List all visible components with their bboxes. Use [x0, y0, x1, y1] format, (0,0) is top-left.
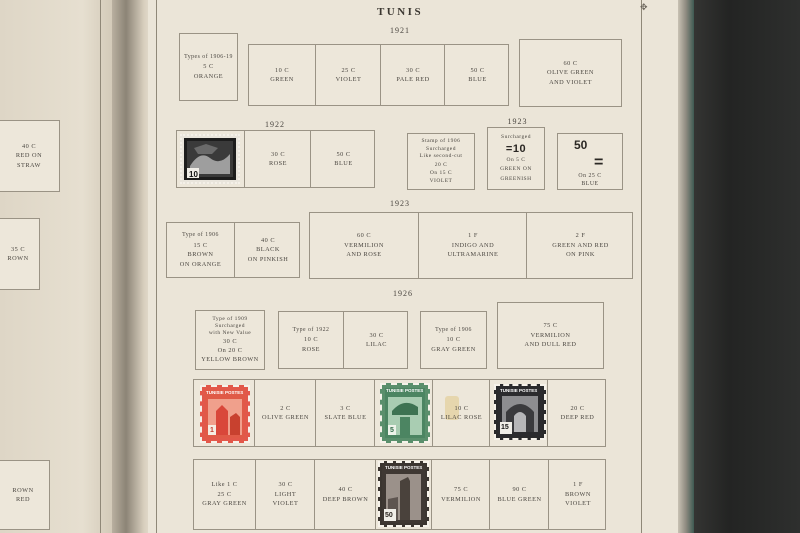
stamp-label: SLATE BLUE [324, 414, 367, 421]
stamp-label: AND VIOLET [549, 78, 592, 86]
stamp-label: ROWN [12, 486, 34, 494]
stamp-label: VIOLET [429, 177, 453, 184]
stamp-label: VERMILION [344, 241, 384, 249]
stamp-space-light-violet [255, 460, 315, 529]
stamp-label: BLUE [581, 181, 599, 187]
stamp-label: BLUE [468, 76, 487, 83]
stamp-label: Type of 1909 [212, 316, 248, 322]
stamp-label: 5 [390, 427, 394, 434]
corner-ornament-icon: ✥ [640, 2, 648, 12]
stamp-label: ON ORANGE [179, 260, 222, 268]
stamp-label: TUNISIE POSTES [385, 465, 423, 470]
stamp-label: = [594, 154, 604, 171]
stamp-artwork-icon [382, 385, 428, 441]
stamp-label: 40 C [260, 236, 276, 244]
stamp-label: 30 C [222, 338, 238, 345]
stamp-label: VIOLET [565, 500, 591, 508]
stamp-label: Stamp of 1906 [421, 138, 461, 145]
stamp-space-rose [244, 131, 311, 187]
year-label-1923: 1923 [390, 199, 410, 208]
left-box-bottom [0, 460, 50, 530]
stamp-label: On 25 C [578, 173, 602, 179]
stamp-slot-5c [374, 380, 433, 446]
stamp-space-vermilion-rose [310, 213, 418, 278]
stamp-label: PALE RED [396, 76, 430, 83]
stamp-label: 2 C [280, 404, 291, 412]
stamp-label: 60 C [356, 232, 372, 240]
stamp-label: INDIGO AND [451, 241, 495, 249]
stamp-label: GRAY GREEN [202, 500, 247, 508]
stamp-label: OLIVE GREEN [262, 414, 309, 421]
stamp-label: 50 [385, 512, 393, 519]
stamp-label: 20 C [434, 161, 448, 168]
stamp-label: GREEN [270, 76, 294, 83]
stamp-space-green [249, 45, 315, 105]
stamp-space-brown-violet [548, 460, 607, 529]
year-label-1926: 1926 [393, 289, 413, 298]
stamp-space [498, 303, 603, 368]
stamp-label: 10 C [454, 404, 469, 412]
stamp-space-gray-green-25c [194, 460, 255, 529]
stamp-label: AND ROSE [346, 251, 382, 259]
stamp-label: GREENISH [500, 175, 532, 182]
stamp-label: On 20 C [217, 347, 243, 354]
stamp-space-indigo [418, 213, 527, 278]
stamp-label: 30 C [278, 481, 293, 489]
stamp-label: 3 C [340, 404, 351, 412]
dark-background [682, 0, 800, 533]
stamp-space-gray-green-1906 [420, 311, 487, 369]
stamp-space-vermilion-75c [431, 460, 490, 529]
page-border-right [641, 0, 642, 533]
stamp-label: 50 [574, 138, 588, 152]
stamp-space-1906-surcharged [407, 133, 475, 190]
stamp-label: BLUE GREEN [497, 495, 542, 503]
year-label-1921: 1921 [390, 26, 410, 35]
stamp-space-rose-1922 [279, 312, 343, 368]
page-border-left [156, 0, 157, 533]
stamp-row-1906-type [166, 222, 300, 278]
stamp-label: BROWN [187, 251, 214, 258]
stamp-label: On 5 C [506, 156, 526, 163]
stamp-label: Type of 1906 [435, 326, 472, 333]
stamp-label: 90 C [512, 486, 527, 493]
stamp-label: 60 C [563, 59, 578, 67]
stamp-space-lilac-rose [432, 380, 490, 446]
book-edge [678, 0, 694, 533]
stamp-label: AND DULL RED [524, 341, 577, 349]
stamp-label: 15 C [193, 241, 208, 249]
stamp-label: 40 C [21, 142, 37, 150]
stamp-label: 1 F [468, 232, 478, 240]
year-label-1922: 1922 [265, 120, 285, 129]
stamp-space-olive-green-2c [254, 380, 316, 446]
stamp-label: LILAC [365, 341, 388, 348]
stamp-label: 50 C [336, 150, 351, 158]
stamp-label: 15 [501, 424, 509, 431]
stamp-label: 75 C [453, 486, 469, 493]
stamp-label: 1 F [573, 481, 583, 489]
stamp-row-1926-continued [193, 459, 606, 530]
stamp-label: VERMILION [530, 331, 571, 339]
stamp-row-1923 [309, 212, 633, 279]
stamp-slot-1c [194, 380, 254, 446]
stamp-label: VIOLET [272, 500, 299, 508]
stamp-label: STRAW [16, 161, 42, 169]
stamp-row-1922 [176, 130, 375, 188]
stamp-label: YELLOW BROWN [201, 356, 259, 363]
stamp-space-slate-blue [315, 380, 375, 446]
stamp-space-types-1906 [179, 33, 238, 101]
stamp-label: Type of 1906 [182, 232, 219, 238]
stamp-label: ROSE [301, 345, 321, 353]
book-gutter [112, 0, 152, 533]
stamp-label: ULTRAMARINE [447, 251, 499, 259]
stamp-label: 40 C [338, 486, 353, 493]
year-label-1923-small: 1923 [507, 117, 528, 126]
stamp-space [421, 312, 486, 368]
stamp-label: =10 [505, 142, 527, 155]
stamp-label: VERMILION [441, 495, 481, 503]
stamp-space-deep-red [547, 380, 607, 446]
stamp-label: BLACK [256, 246, 280, 254]
stamp-space [180, 34, 237, 100]
stamp-label: ORANGE [193, 72, 224, 80]
stamp-row-1922-type [278, 311, 408, 369]
stamp-label: LILAC ROSE [440, 414, 483, 421]
stamp-space-50-surcharge [557, 133, 623, 190]
stamp-label: TUNISIE POSTES [500, 388, 538, 393]
stamp-space-violet [315, 45, 381, 105]
stamp-space-olive-green [519, 39, 622, 107]
stamp-label: Type of 1922 [292, 326, 330, 333]
stamp-label: GRAY GREEN [431, 345, 476, 353]
mounted-stamp-black [180, 134, 240, 184]
stamp-label: ON PINK [566, 251, 595, 259]
stamp-space-green-red [526, 213, 634, 278]
stamp-label: 10 C [446, 336, 461, 344]
stamp-label: 30 C [369, 331, 384, 339]
stamp-space-blue [444, 45, 510, 105]
stamp-space-lilac [343, 312, 409, 368]
stamp-slot-15c [489, 380, 548, 446]
left-box-red-on-straw [0, 120, 60, 192]
stamp-space [488, 128, 544, 189]
stamp-label: BROWN [565, 490, 591, 498]
stamp-space [520, 40, 621, 106]
stamp-row-1921 [248, 44, 509, 106]
stamp-space-blue-green [489, 460, 549, 529]
stamp-label: ON PINKISH [247, 255, 289, 263]
stamp-space-black-on-pinkish [234, 223, 301, 277]
stamp-label: RED [15, 496, 31, 503]
stamp-label: 30 C [405, 66, 421, 74]
stamp-label: 1 [210, 427, 214, 434]
stamp-label: TUNISIE POSTES [386, 388, 424, 393]
stamp-space-1909-surcharged [195, 310, 265, 370]
mounted-stamp-black-15 [494, 384, 546, 440]
stamp-space [0, 121, 59, 191]
stamp-label: Surcharged [501, 134, 531, 140]
mounted-stamp-green [380, 383, 430, 443]
stamp-label: 25 C [341, 66, 356, 74]
stamp-space [196, 311, 264, 369]
stamp-label: TUNISIE POSTES [206, 390, 244, 395]
stamp-label: ROWN [7, 255, 29, 262]
stamp-label: DEEP RED [560, 414, 595, 421]
stamp-label: DEEP BROWN [322, 495, 369, 503]
page-title: TUNIS [376, 6, 424, 18]
stamp-space-vermilion-dull-red [497, 302, 604, 369]
stamp-label: LIGHT [274, 490, 297, 498]
stamp-slot-1922 [177, 131, 244, 187]
stamp-artwork-icon [202, 387, 248, 441]
stamp-label: 20 C [570, 404, 585, 412]
mounted-stamp-brown [378, 461, 429, 527]
stamp-label: 10 [189, 170, 198, 179]
stamp-label: 30 C [270, 150, 286, 158]
stamp-label: Surcharged [215, 323, 245, 329]
left-box-brown [0, 218, 40, 290]
stamp-label: Like 1 C [211, 481, 238, 489]
stamp-label: Like second-cut [419, 153, 463, 160]
stamp-space [0, 219, 39, 289]
stamp-space-surcharged-10 [487, 127, 545, 190]
stamp-space-blue-1922 [310, 131, 376, 187]
stamp-label: ROSE [268, 160, 288, 167]
stamp-label: VIOLET [335, 76, 362, 83]
stamp-label: Surcharged [426, 145, 456, 152]
stamp-label: 5 C [203, 63, 214, 71]
stamp-label: Types of 1906-19 [184, 53, 233, 60]
stamp-space [0, 461, 49, 529]
mounted-stamp-orange [200, 385, 250, 443]
stamp-label: 35 C [10, 245, 26, 253]
stamp-label: OLIVE GREEN [547, 69, 594, 77]
stamp-label: 10 C [303, 336, 319, 344]
stamp-label: 75 C [543, 322, 558, 330]
stamp-space-brown-on-orange [167, 223, 234, 277]
stamp-space-pale-red [380, 45, 445, 105]
stamp-row-1926-pictorial [193, 379, 606, 447]
stamp-label: RED ON [15, 152, 43, 160]
stamp-label: GREEN AND RED [552, 241, 609, 249]
stamp-label: 25 C [217, 490, 232, 498]
stamp-label: GREEN ON [500, 166, 532, 172]
stamp-label: 2 F [575, 232, 586, 240]
left-page-border [100, 0, 101, 533]
stamp-label: with New Value [208, 330, 252, 336]
stamp-space-deep-brown [314, 460, 376, 529]
stamp-label: 50 C [470, 66, 485, 74]
stamp-label: 10 C [274, 66, 290, 74]
stamp-label: On 15 C [429, 169, 453, 176]
stamp-label: BLUE [334, 160, 353, 167]
stamp-slot-50c [375, 460, 432, 529]
stamp-space [408, 134, 474, 189]
